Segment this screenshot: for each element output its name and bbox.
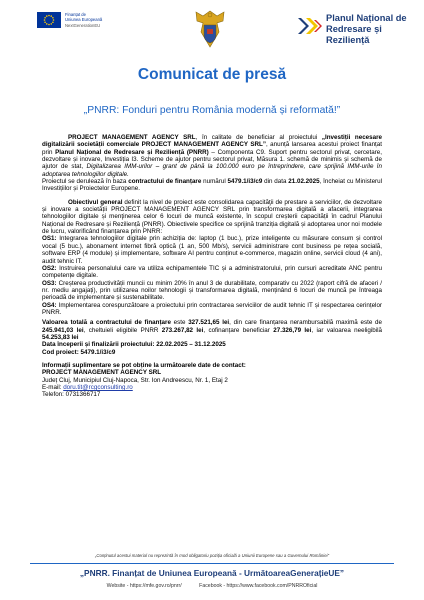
intro-text-2: , anunță lansarea acestui proiect finanțat prin	[42, 141, 383, 156]
email-label: E-mail:	[42, 384, 64, 391]
value-text-5: , iar valoarea neeligibilă	[311, 326, 382, 334]
project-code	[42, 349, 382, 356]
eu-line-2: Uniunea Europeană	[65, 17, 103, 23]
value-text-4: , cofinanțare beneficiar	[203, 326, 274, 334]
intro-text-3: – Componenta C9. Suport pentru sectorul privat, cercetare, dezvoltare și inovare, Investiția I3. Scheme de ajutor pentru sectorul privat, Măsura 1. schemă de minimis și schemă de ajutor de stat,	[42, 148, 382, 171]
objective-os4	[42, 302, 382, 317]
eu-line-1: Finanțat de	[65, 12, 86, 17]
objective-os2	[42, 265, 382, 280]
email-link[interactable]: doru.tit@rcgconsulting.ro	[63, 384, 133, 391]
eu-flag-logo	[37, 12, 61, 28]
beneficiary-name: PROJECT MANAGEMENT AGENCY SRL	[68, 134, 196, 141]
project-code-text: Cod proiect: 5479.1/i3/c9	[42, 348, 116, 356]
page-title: Comunicat de presă	[137, 66, 287, 83]
header	[0, 0, 424, 60]
eu-funding-label	[65, 12, 102, 28]
objective-os1	[42, 235, 382, 264]
contact-email	[42, 384, 382, 391]
contract-paragraph	[42, 178, 382, 193]
contract-text-3: din data	[262, 178, 289, 186]
government-coat-of-arms-icon	[190, 8, 230, 50]
cofinancing-value: 27.326,79 lei	[273, 326, 312, 334]
contract-number: 5479.1/i3/c9	[227, 178, 263, 186]
os1-label: OS1:	[42, 235, 57, 243]
press-subtitle: „PNRR: Fonduri pentru România modernă și reformată!”	[83, 105, 341, 116]
os4-text: Implementarea corespunzătoare a proiectului prin contractarea serviciilor de audit tehnic IT și respectarea cerințelor PNRR.	[42, 301, 382, 316]
contact-heading-text: Informații suplimentare se pot obține la următoarele date de contact:	[42, 361, 246, 369]
contract-label: contractului de finanțare	[128, 178, 202, 186]
non-refundable-value: 245.941,03 lei	[42, 326, 84, 334]
disclaimer-footnote: „Conținutul acestui material nu reprezintă în mod obligatoriu poziția oficială a Uniunii Europene sau a Guvernului României”	[94, 553, 330, 558]
contact-company	[42, 369, 382, 376]
footer-links	[0, 583, 424, 589]
os2-label: OS2:	[42, 264, 57, 272]
measure-description: Digitalizarea IMM-urilor – grant de până la 100.000 euro pe întreprindere, care sprijină IMM-urile în adoptarea tehnologiilor digitale.	[42, 163, 383, 178]
os3-label: OS3:	[42, 279, 57, 287]
contract-date: 21.02.2025	[288, 178, 320, 186]
os4-label: OS4:	[42, 301, 57, 309]
intro-paragraph	[42, 134, 382, 178]
contract-text-4: , încheiat cu Ministerul Investițiilor și Proiectelor Europene.	[42, 178, 382, 193]
contact-heading	[42, 362, 382, 369]
pnrr-logo-icon	[295, 14, 323, 38]
value-text-2: , din care finanțarea nerambursabilă maximă este de	[229, 319, 382, 327]
objective-label: Obiectivul general	[68, 198, 123, 206]
contract-text-2: numărul	[201, 178, 228, 186]
footer-divider	[30, 563, 394, 564]
project-title: „Investiții necesare digitalizării societății comerciale PROJECT MANAGEMENT AGENCY SRL”	[42, 134, 383, 149]
facebook-link[interactable]: Facebook - https://www.facebook.com/PNRROficial	[199, 583, 318, 589]
pnrr-logo-label	[326, 13, 424, 46]
os3-text: Creșterea productivității muncii cu minim 20% în anul 3 de durabilitate, comparativ cu 2022 (raport cifră de afaceri / nr. mediu angajați), prin utilizarea noilor tehnologii și transformarea digitală, menținând 6 locuri de muncă pe întreaga perioadă de implementare și sustenabilitate.	[42, 279, 382, 302]
eu-line-3: NextGenerationEU	[65, 22, 101, 28]
os1-text: Integrarea tehnologiilor digitale prin achiziția de: laptop (1 buc.), prize inteligente cu măsurare consum și control vocal (5 buc.), abonament internet fibră optică (1 an, 500 Mb/s), servicii administrare cont business pe rețea socială, software ERP (4 module) și implementare, software AI pentru conținut e-commerce, magazin online, servicii cloud (4 ani), audit tehnic IT.	[42, 235, 382, 265]
press-release-body	[42, 134, 382, 399]
contact-phone: Telefon: 0731366717	[42, 391, 101, 399]
total-value-label: Valoarea totală a contractului de finanțare	[42, 319, 171, 327]
program-name: Planul Național de Redresare și Reziliență (PNRR)	[55, 148, 209, 156]
contact-company-text: PROJECT MANAGEMENT AGENCY SRL	[42, 369, 162, 377]
contact-address: Județ Cluj, Municipiul Cluj-Napoca, Str. Ion Andreescu, Nr. 1, Etaj 2	[42, 376, 228, 384]
eligible-costs-value: 273.267,82 lei	[161, 326, 204, 334]
objective-text: definit la nivel de proiect este consolidarea capacităţii de prestare a serviciilor, de dezvoltare și inovare a societății PROJECT MANAGEMENT AGENCY SRL prin transformarea digitală a afacerii, integrarea tehnologiilor digitale și menţinerea celor 6 locuri de muncă existente, în scopul creșterii capacității în cadrul Planului Național de Redresare și Reziliență (PNRR). Obiectivele specifice ce sprijină tranziția digitală și adoptarea unor noi modele de lucru, valorificând finanțarea prin PNRR:	[42, 198, 382, 236]
objective-paragraph	[42, 199, 382, 236]
os2-text: Instruirea personalului care va utiliza echipamentele TIC și a administratorului, prin cursuri acreditate ANC pentru competențe digitale.	[42, 264, 382, 280]
total-value: 327.521,65 lei	[188, 319, 230, 327]
contract-text-1: Proiectul se derulează în baza	[42, 178, 129, 186]
value-text-1: este	[170, 319, 189, 327]
intro-text-1: , în calitate de beneficiar al proiectului	[195, 134, 322, 141]
project-dates-text: Data începerii și finalizării proiectului: 22.02.2025 – 31.12.2025	[42, 341, 226, 349]
non-eligible-value: 54.253,83 lei	[42, 333, 79, 341]
footer-slogan: „PNRR. Finanțat de Uniunea Europeană - UrmătoareaGenerațieUE”	[79, 568, 345, 578]
value-text-3: , cheltuieli eligibile PNRR	[83, 326, 162, 334]
website-link[interactable]: Website - https://mfe.gov.ro/pnrr/	[106, 583, 182, 589]
pnrr-line-1: Planul Național de	[326, 13, 407, 23]
pnrr-line-2: Redresare și Reziliență	[326, 24, 382, 45]
objective-os3	[42, 280, 382, 302]
project-dates	[42, 341, 382, 348]
financing-paragraph	[42, 319, 382, 341]
